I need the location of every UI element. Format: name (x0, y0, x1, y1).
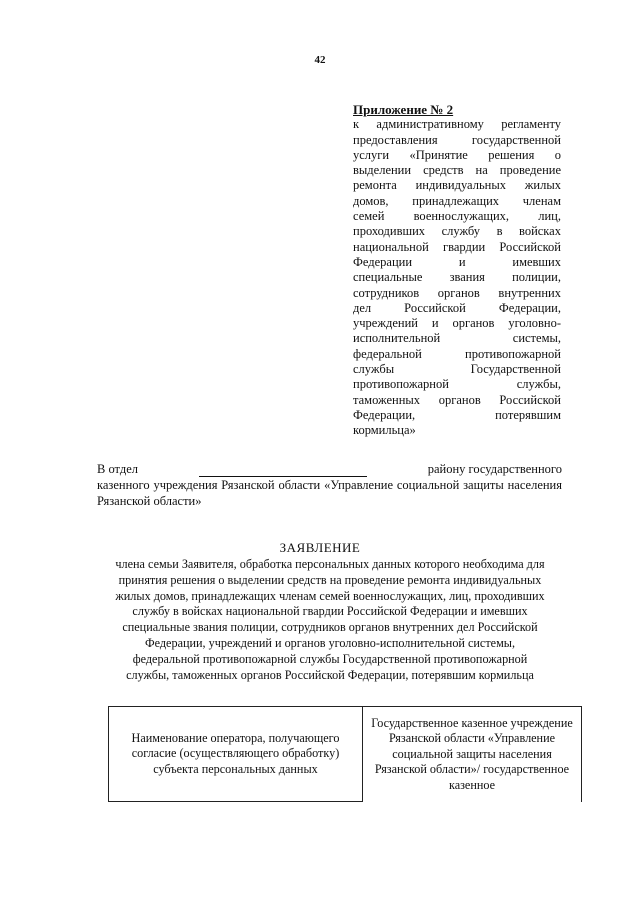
appendix-line: ремонта индивидуальных жилых (353, 178, 561, 193)
appendix-line: специальные звания полиции, (353, 270, 561, 285)
appendix-line: проходивших службу в войсках (353, 224, 561, 239)
appendix-line: Федерации и имевших (353, 254, 561, 269)
appendix-line: услуги «Принятие решения о (353, 147, 561, 162)
appendix-line: кормильца» (353, 423, 416, 438)
table-row (109, 707, 582, 802)
operator-label-cell: Наименование оператора, получающего согласие (осуществляющего обработку) субъекта персональных данных (109, 707, 363, 802)
appendix-line: домов, принадлежащих членам (353, 193, 561, 208)
department-prefix: В отдел (97, 462, 138, 476)
appendix-line: семей военнослужащих, лиц, (353, 209, 561, 224)
appendix-line: Федерации, потерявшим (353, 407, 561, 422)
appendix-line: предоставления государственной (353, 132, 561, 147)
appendix-line: исполнительной системы, (353, 331, 561, 346)
department-first-line (97, 461, 562, 477)
appendix-block (353, 102, 561, 439)
operator-value-cell: Государственное казенное учреждение Рязанской области «Управление социальной защиты населения Рязанской области»/ государственное казенное (363, 707, 582, 802)
appendix-line: дел Российской Федерации, (353, 300, 561, 315)
appendix-line: национальной гвардии Российской (353, 239, 561, 254)
appendix-line: к административному регламенту (353, 117, 561, 132)
appendix-line: федеральной противопожарной (353, 346, 561, 361)
appendix-line: службы Государственной (353, 362, 561, 377)
statement-subject: члена семьи Заявителя, обработка персональных данных которого необходима для принятия решения о выделении средств на проведение ремонта индивидуальных жилых домов, принадлежащих членам семей военнослужащих, лиц, проходивших службу в войсках национальной гвардии Российской Федерации и имевших специальные звания полиции, сотрудников органов внутренних дел Российской Федерации, учреждений и органов уголовно-исполнительной системы, федеральной противопожарной службы Государственной противопожарной службы, таможенных органов Российской Федерации, потерявшим кормильца (115, 557, 545, 682)
appendix-line: сотрудников органов внутренних (353, 285, 561, 300)
appendix-line: противопожарной службы, (353, 377, 561, 392)
appendix-title: Приложение № 2 (353, 102, 454, 117)
department-rest: казенного учреждения Рязанской области «Управление социальной защиты населения Рязанской области» (97, 478, 562, 508)
appendix-line: таможенных органов Российской (353, 392, 561, 407)
department-blank-field[interactable] (199, 464, 367, 477)
operator-table (108, 706, 582, 802)
appendix-line: учреждений и органов уголовно- (353, 316, 561, 331)
statement-title: ЗАЯВЛЕНИЕ (279, 540, 361, 555)
department-addressee (97, 461, 562, 509)
appendix-line: выделении средств на проведение (353, 163, 561, 178)
page-number: 42 (314, 54, 326, 66)
department-suffix: району государственного (427, 462, 562, 476)
